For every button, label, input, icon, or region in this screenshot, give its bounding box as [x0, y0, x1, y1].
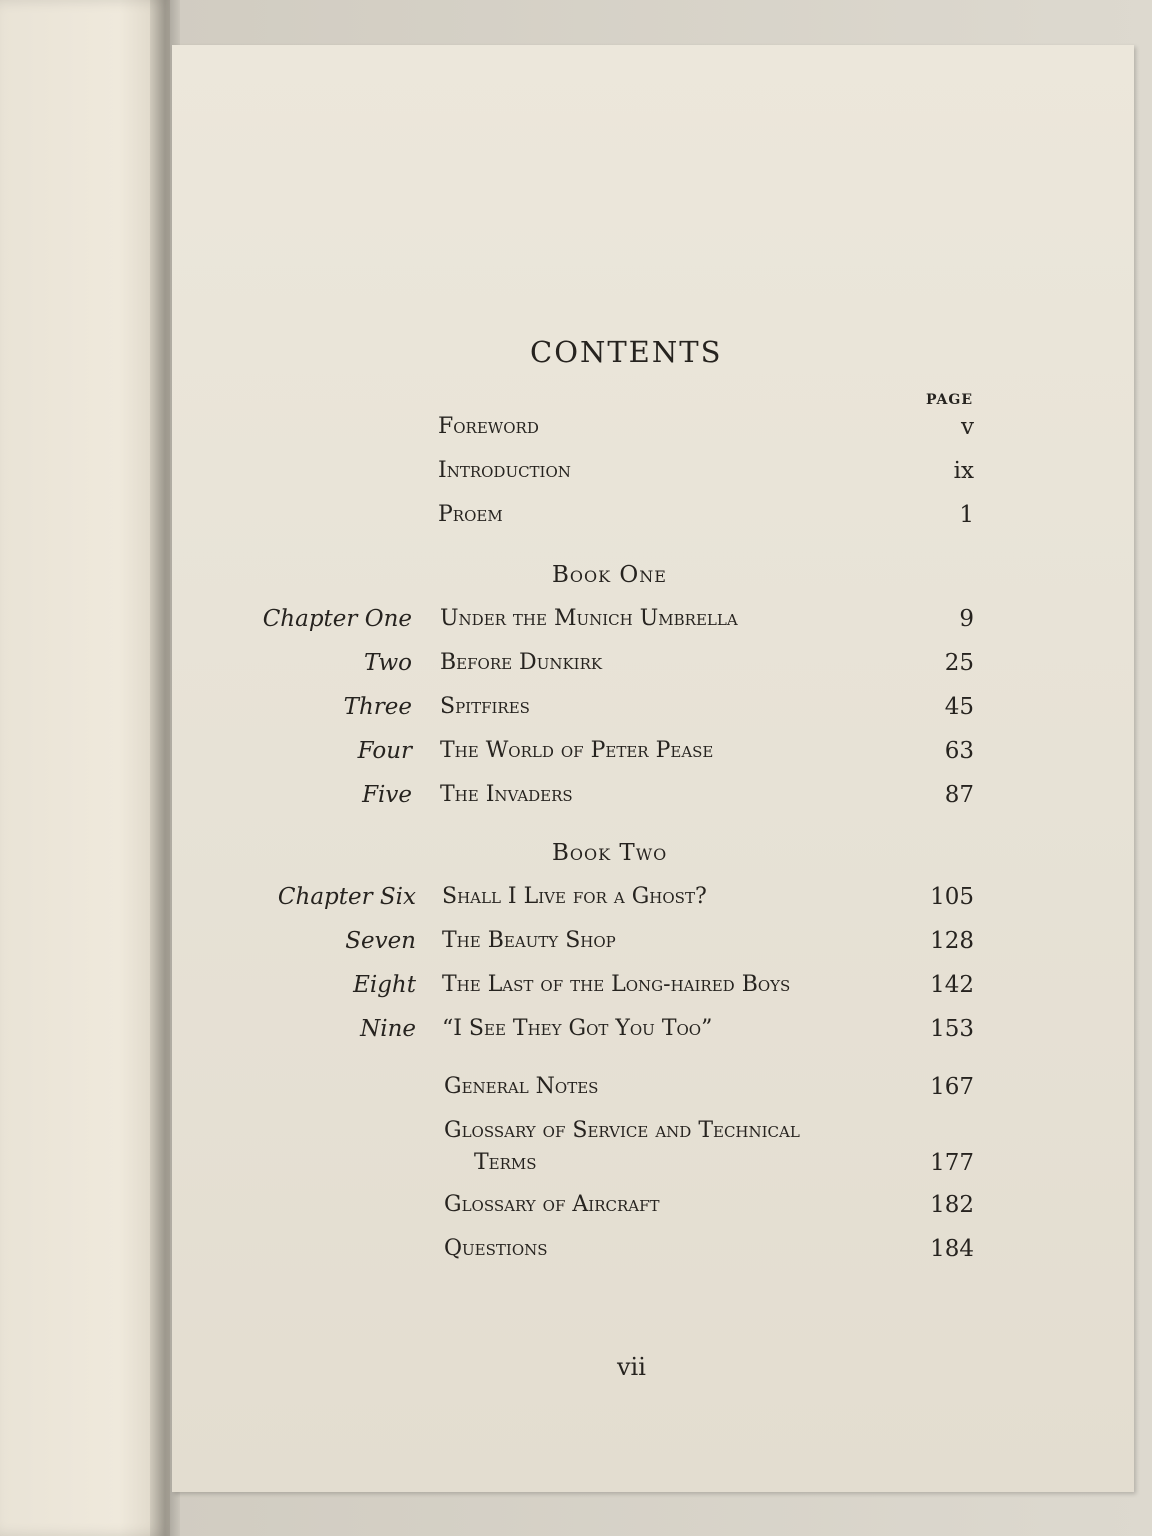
chapter-seven-label: Seven [345, 928, 416, 954]
contents-page [172, 45, 1134, 1492]
questions-title: Questions [444, 1236, 548, 1261]
chapter-three-title: Spitfires [440, 694, 530, 719]
questions-page: 184 [930, 1236, 974, 1262]
chapter-eight-label: Eight [353, 972, 416, 998]
left-page [0, 0, 170, 1536]
chapter-seven-page: 128 [930, 928, 974, 954]
page-folio: vii [617, 1353, 646, 1381]
chapter-five-label: Five [362, 782, 412, 808]
page-title: CONTENTS [530, 335, 723, 369]
chapter-three-page: 45 [944, 694, 974, 720]
chapter-four-title: The World of Peter Pease [440, 738, 714, 763]
chapter-eight-page: 142 [930, 972, 974, 998]
foreword-page: v [961, 414, 974, 440]
chapter-nine-label: Nine [360, 1016, 416, 1042]
chapter-six-label: Chapter Six [277, 884, 416, 910]
chapter-two-label: Two [363, 650, 412, 676]
glossary-aircraft-title: Glossary of Aircraft [444, 1192, 660, 1217]
glossary-service-title-line-1: Glossary of Service and Technical [444, 1118, 800, 1143]
general-notes-title: General Notes [444, 1074, 599, 1099]
chapter-eight-title: The Last of the Long-haired Boys [442, 972, 791, 997]
chapter-nine-page: 153 [930, 1016, 974, 1042]
chapter-two-page: 25 [944, 650, 974, 676]
general-notes-page: 167 [930, 1074, 974, 1100]
chapter-seven-title: The Beauty Shop [442, 928, 616, 953]
book-one-heading: Book One [552, 562, 667, 588]
chapter-six-title: Shall I Live for a Ghost? [442, 884, 707, 909]
chapter-three-label: Three [343, 694, 412, 720]
chapter-five-page: 87 [944, 782, 974, 808]
chapter-nine-title: “I See They Got You Too” [442, 1016, 713, 1041]
chapter-four-label: Four [357, 738, 412, 764]
proem-page: 1 [959, 502, 974, 528]
chapter-four-page: 63 [944, 738, 974, 764]
chapter-two-title: Before Dunkirk [440, 650, 603, 675]
page-column-heading: PAGE [926, 392, 973, 408]
chapter-five-title: The Invaders [440, 782, 573, 807]
chapter-one-title: Under the Munich Umbrella [440, 606, 738, 631]
glossary-aircraft-page: 182 [930, 1192, 974, 1218]
chapter-six-page: 105 [930, 884, 974, 910]
glossary-service-page: 177 [930, 1150, 974, 1176]
chapter-one-page: 9 [959, 606, 974, 632]
proem-title: Proem [438, 502, 503, 527]
introduction-title: Introduction [438, 458, 571, 483]
foreword-title: Foreword [438, 414, 539, 439]
chapter-one-label: Chapter One [262, 606, 412, 632]
glossary-service-title-line-2: Terms [474, 1150, 537, 1175]
book-two-heading: Book Two [552, 840, 668, 866]
introduction-page: ix [953, 458, 974, 484]
